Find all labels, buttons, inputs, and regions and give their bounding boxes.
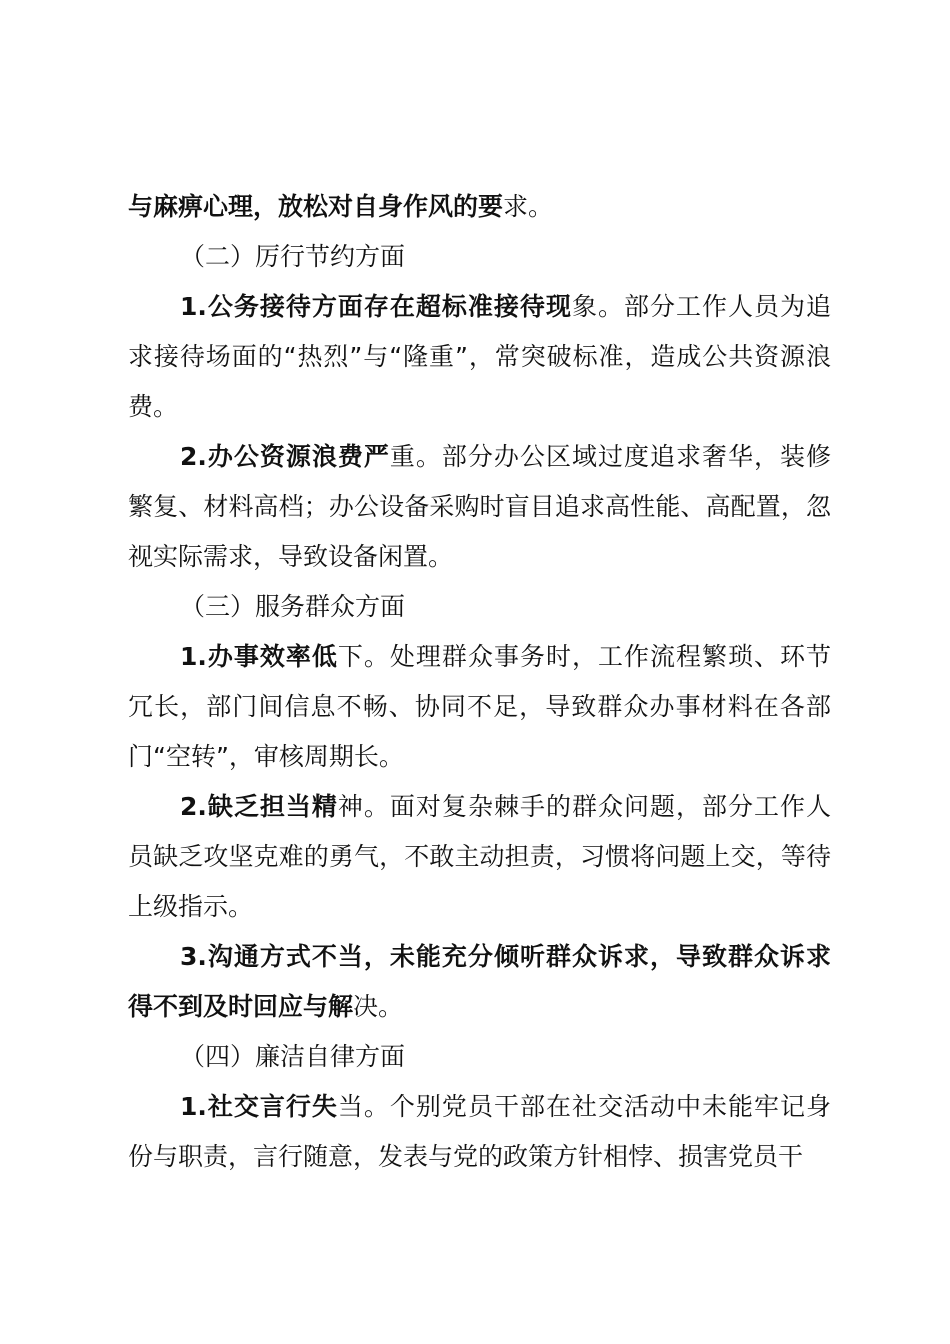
bold-text: 1.办事效率低: [180, 642, 338, 671]
bold-text: 2.缺乏担当精: [180, 792, 338, 821]
bold-text: 3.沟通方式不当，未能充分倾听群众诉求，导致群众诉求得不到及时回应与解: [128, 942, 831, 1021]
heading-text: （四）廉洁自律方面: [180, 1042, 406, 1071]
paragraph-item: [128, 432, 831, 582]
section-heading-3: [128, 582, 831, 632]
normal-text: 神。面对复杂棘手的群众问题，部分工作人员缺乏攻坚克难的勇气，不敢主动担责，习惯将问题上交，等待上级指示。: [128, 792, 831, 921]
section-heading-2: [128, 232, 831, 282]
paragraph-continuation: [128, 182, 831, 232]
normal-text: 象。部分工作人员为追求接待场面的“热烈”与“隆重”，常突破标准，造成公共资源浪费。: [128, 292, 831, 421]
paragraph-item: [128, 932, 831, 1032]
bold-text: 1.公务接待方面存在超标准接待现: [180, 292, 572, 321]
normal-text: 求。: [503, 192, 554, 221]
section-heading-4: [128, 1032, 831, 1082]
paragraph-item: [128, 1082, 831, 1182]
normal-text: 重。部分办公区域过度追求奢华，装修繁复、材料高档；办公设备采购时盲目追求高性能、高配置，忽视实际需求，导致设备闲置。: [128, 442, 831, 571]
bold-text: 与麻痹心理，放松对自身作风的要: [128, 192, 504, 221]
paragraph-item: [128, 282, 831, 432]
bold-text: 2.办公资源浪费严: [180, 442, 390, 471]
bold-text: 1.社交言行失: [180, 1092, 338, 1121]
normal-text: 决。: [353, 992, 404, 1021]
normal-text: 当。个别党员干部在社交活动中未能牢记身份与职责，言行随意，发表与党的政策方针相悖、损害党员干: [128, 1092, 831, 1171]
document-page: [128, 182, 831, 1182]
heading-text: （二）厉行节约方面: [180, 242, 406, 271]
paragraph-item: [128, 782, 831, 932]
heading-text: （三）服务群众方面: [180, 592, 406, 621]
normal-text: 下。处理群众事务时，工作流程繁琐、环节冗长，部门间信息不畅、协同不足，导致群众办事材料在各部门“空转”，审核周期长。: [128, 642, 831, 771]
paragraph-item: [128, 632, 831, 782]
